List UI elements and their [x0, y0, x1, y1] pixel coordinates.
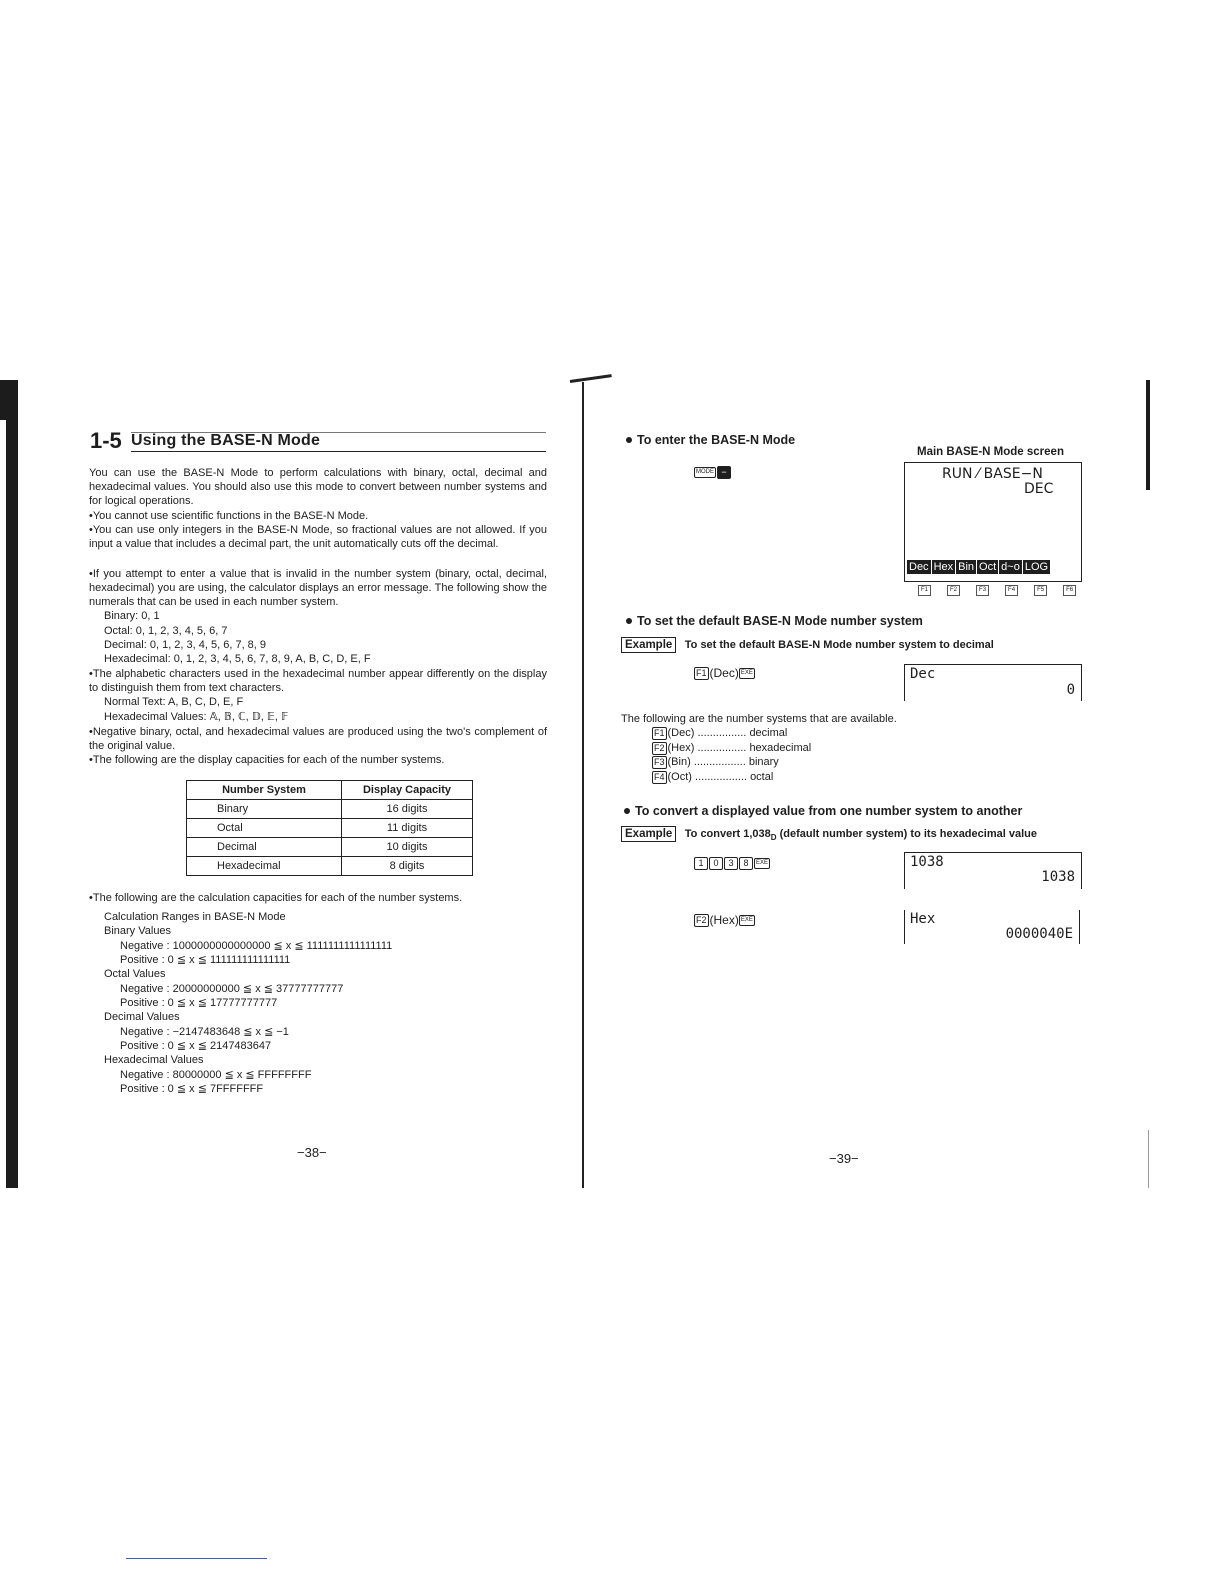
- example-2-text-main: To convert 1,038: [684, 828, 771, 840]
- leader-dots: .................: [695, 771, 747, 783]
- example-2-lcd: [904, 852, 1082, 889]
- example-2-keys: [694, 855, 771, 873]
- example-1-text: To set the default BASE-N Mode number system to decimal: [684, 639, 994, 651]
- available-desc: octal: [750, 771, 774, 783]
- bullet-dot-icon: [624, 808, 630, 814]
- table-cell: Decimal: [187, 838, 342, 857]
- example-label: Example: [621, 826, 676, 842]
- digit-3-key: 3: [724, 857, 738, 870]
- main-screen-label: Main BASE-N Mode screen: [917, 446, 1064, 458]
- scan-edge-left-tick: [0, 380, 7, 420]
- table-header: Number System: [187, 781, 342, 800]
- available-desc: hexadecimal: [749, 742, 812, 754]
- f1-key: F1: [654, 727, 665, 738]
- table-row: [187, 857, 473, 876]
- default-system-heading-text: To set the default BASE-N Mode number system: [637, 614, 923, 628]
- scan-edge-left: [6, 380, 18, 1188]
- available-item-dec: [652, 726, 787, 741]
- digit-1-key: 1: [694, 857, 708, 870]
- exe-key: EXE: [739, 668, 755, 679]
- f1-key: F1: [696, 668, 707, 679]
- softkey-d-o[interactable]: d~o: [1001, 561, 1020, 573]
- bullet-no-scientific: •You cannot use scientific functions in the BASE-N Mode.: [89, 510, 369, 522]
- calc-hex-positive: Positive : 0 ≦ x ≦ 7FFFFFFF: [120, 1083, 264, 1095]
- calc-decimal-negative: Negative : −2147483648 ≦ x ≦ −1: [120, 1026, 289, 1038]
- page-gutter-rule: [582, 382, 584, 1188]
- convert-heading-text: To convert a displayed value from one number system to another: [635, 804, 1023, 818]
- f3-key: F3: [654, 756, 665, 767]
- page-number-right: −39−: [829, 1151, 859, 1166]
- calc-ranges-title: Calculation Ranges in BASE-N Mode: [104, 911, 286, 923]
- example-3-lcd: [904, 910, 1080, 944]
- bullet-invalid-value: •If you attempt to enter a value that is invalid in the number system (binary, octal, decimal, hexadecimal) you are using, the calculator displays an error message. The following show the numerals that can be used in each number system.: [89, 568, 547, 609]
- mode-key: MODE: [694, 467, 716, 478]
- bottom-link-rule: [126, 1558, 267, 1559]
- table-cell: Hexadecimal: [187, 857, 342, 876]
- leader-dots: ................: [697, 727, 747, 739]
- available-name: (Oct): [667, 771, 692, 783]
- available-name: (Dec): [667, 727, 695, 739]
- f4-key: F4: [654, 771, 665, 782]
- example-3-keys: [694, 913, 756, 927]
- leader-dots: .................: [693, 756, 746, 768]
- f4-key: F4: [1005, 585, 1018, 596]
- example-1-keytext: (Dec): [709, 666, 739, 680]
- example-2-text-rest: (default number system) to its hexadecimal value: [776, 828, 1037, 840]
- available-name: (Bin): [667, 756, 691, 768]
- lcd-line-1: Hex: [910, 911, 936, 927]
- example-2: [621, 824, 1037, 842]
- f5-key: F5: [1034, 585, 1047, 596]
- calc-binary-positive: Positive : 0 ≦ x ≦ 111111111111111: [120, 954, 291, 966]
- example-1-lcd: [904, 664, 1082, 701]
- available-desc: binary: [748, 756, 779, 768]
- calc-octal-negative: Negative : 20000000000 ≦ x ≦ 37777777777: [120, 983, 344, 995]
- softkey-menu: [907, 560, 1050, 574]
- softkey-bin[interactable]: Bin: [958, 561, 975, 573]
- mode-key-sequence: [694, 464, 732, 482]
- lcd-line-1: Dec: [910, 666, 936, 682]
- section-title: Using the BASE-N Mode: [131, 432, 321, 449]
- table-row: [187, 800, 473, 819]
- calc-binary-label: Binary Values: [104, 925, 172, 937]
- hex-value-chars: Hexadecimal Values: 𝔸, 𝔹, ℂ, 𝔻, 𝔼, 𝔽: [104, 711, 289, 723]
- example-3-keytext: (Hex): [709, 913, 739, 927]
- table-cell: 16 digits: [342, 800, 473, 819]
- intro-paragraph: You can use the BASE-N Mode to perform calculations with binary, octal, decimal and hexadecimal values. You should also use this mode to convert between number systems and for logical operations.: [89, 467, 547, 508]
- table-cell: 8 digits: [342, 857, 473, 876]
- table-cell: 11 digits: [342, 819, 473, 838]
- calc-hex-label: Hexadecimal Values: [104, 1054, 204, 1066]
- table-row: [187, 838, 473, 857]
- digit-8-key: 8: [739, 857, 753, 870]
- available-desc: decimal: [749, 727, 788, 739]
- table-header-row: [187, 781, 473, 800]
- bullet-dot-icon: [626, 437, 632, 443]
- numerals-hexadecimal: Hexadecimal: 0, 1, 2, 3, 4, 5, 6, 7, 8, 9, A, B, C, D, E, F: [104, 653, 371, 665]
- bullet-integers-only: •You can use only integers in the BASE-N Mode, so fractional values are not allowed. If you input a value that includes a decimal part, the unit automatically cuts off the decimal.: [89, 524, 547, 551]
- f1-key: F1: [918, 585, 931, 596]
- exe-key: EXE: [754, 858, 770, 869]
- softkey-log[interactable]: LOG: [1024, 561, 1049, 573]
- example-2-subscript: D: [770, 833, 777, 843]
- available-name: (Hex): [667, 742, 695, 754]
- available-item-hex: [652, 741, 811, 756]
- calc-decimal-positive: Positive : 0 ≦ x ≦ 2147483647: [120, 1040, 272, 1052]
- numerals-binary: Binary: 0, 1: [104, 610, 160, 622]
- table-cell: Binary: [187, 800, 342, 819]
- display-capacity-table: [186, 780, 473, 876]
- numerals-decimal: Decimal: 0, 1, 2, 3, 4, 5, 6, 7, 8, 9: [104, 639, 267, 651]
- f3-key: F3: [976, 585, 989, 596]
- exe-key: EXE: [739, 915, 755, 926]
- lcd-line-2: 0000040E: [1005, 926, 1073, 942]
- enter-mode-heading-text: To enter the BASE-N Mode: [637, 433, 796, 447]
- calc-binary-negative: Negative : 1000000000000000 ≦ x ≦ 1111111111111111: [120, 940, 393, 952]
- normal-text-chars: Normal Text: A, B, C, D, E, F: [104, 696, 244, 708]
- page-gutter-hook: [570, 374, 612, 383]
- default-system-heading: [626, 614, 923, 628]
- table-cell: 10 digits: [342, 838, 473, 857]
- scan-edge-right: [1146, 380, 1150, 490]
- enter-mode-heading: [626, 433, 795, 447]
- table-row: [187, 819, 473, 838]
- available-item-oct: [652, 770, 773, 785]
- calc-decimal-label: Decimal Values: [104, 1011, 180, 1023]
- f6-key: F6: [1063, 585, 1076, 596]
- table-header: Display Capacity: [342, 781, 473, 800]
- f2-key: F2: [696, 915, 707, 926]
- numerals-octal: Octal: 0, 1, 2, 3, 4, 5, 6, 7: [104, 625, 228, 637]
- main-lcd-screen: [904, 462, 1082, 582]
- lcd-line-2: 1038: [1041, 869, 1075, 885]
- function-key-row: [918, 585, 1076, 596]
- digit-0-key: 0: [709, 857, 723, 870]
- softkey-oct[interactable]: Oct: [979, 561, 997, 573]
- calc-hex-negative: Negative : 80000000 ≦ x ≦ FFFFFFFF: [120, 1069, 312, 1081]
- convert-heading: [624, 804, 1022, 818]
- calc-octal-label: Octal Values: [104, 968, 166, 980]
- example-1-keys: [694, 666, 756, 680]
- bullet-alphabetic: •The alphabetic characters used in the hexadecimal number appear differently on the display to distinguish them from text characters.: [89, 668, 547, 695]
- example-2-text: [684, 828, 1037, 843]
- minus-key: −: [717, 466, 731, 479]
- f2-key: F2: [947, 585, 960, 596]
- lcd-line-1: RUN ⁄ BASE−N: [942, 466, 1043, 482]
- calc-octal-positive: Positive : 0 ≦ x ≦ 17777777777: [120, 997, 278, 1009]
- bullet-calc-capacities: •The following are the calculation capacities for each of the number systems.: [89, 892, 463, 904]
- available-intro: The following are the number systems that are available.: [621, 713, 897, 725]
- softkey-hex[interactable]: Hex: [933, 561, 954, 573]
- bullet-dot-icon: [626, 618, 632, 624]
- example-label: Example: [621, 637, 676, 653]
- available-item-bin: [652, 755, 779, 770]
- page-number-left: −38−: [297, 1145, 327, 1160]
- bullet-display-capacities: •The following are the display capacities for each of the number systems.: [89, 754, 445, 766]
- table-cell: Octal: [187, 819, 342, 838]
- f2-key: F2: [654, 742, 665, 753]
- example-1: [621, 635, 994, 653]
- scan-edge-right-lower: [1148, 1130, 1149, 1188]
- lcd-line-1: 1038: [910, 854, 944, 870]
- lcd-line-2: 0: [1066, 682, 1075, 698]
- leader-dots: ................: [697, 742, 747, 754]
- bullet-negative-values: •Negative binary, octal, and hexadecimal values are produced using the two's complement of the original value.: [89, 726, 547, 753]
- section-number: 1-5: [90, 428, 122, 453]
- lcd-line-2: DEC: [1024, 481, 1054, 497]
- section-title-underline: [131, 451, 546, 452]
- softkey-dec[interactable]: Dec: [909, 561, 929, 573]
